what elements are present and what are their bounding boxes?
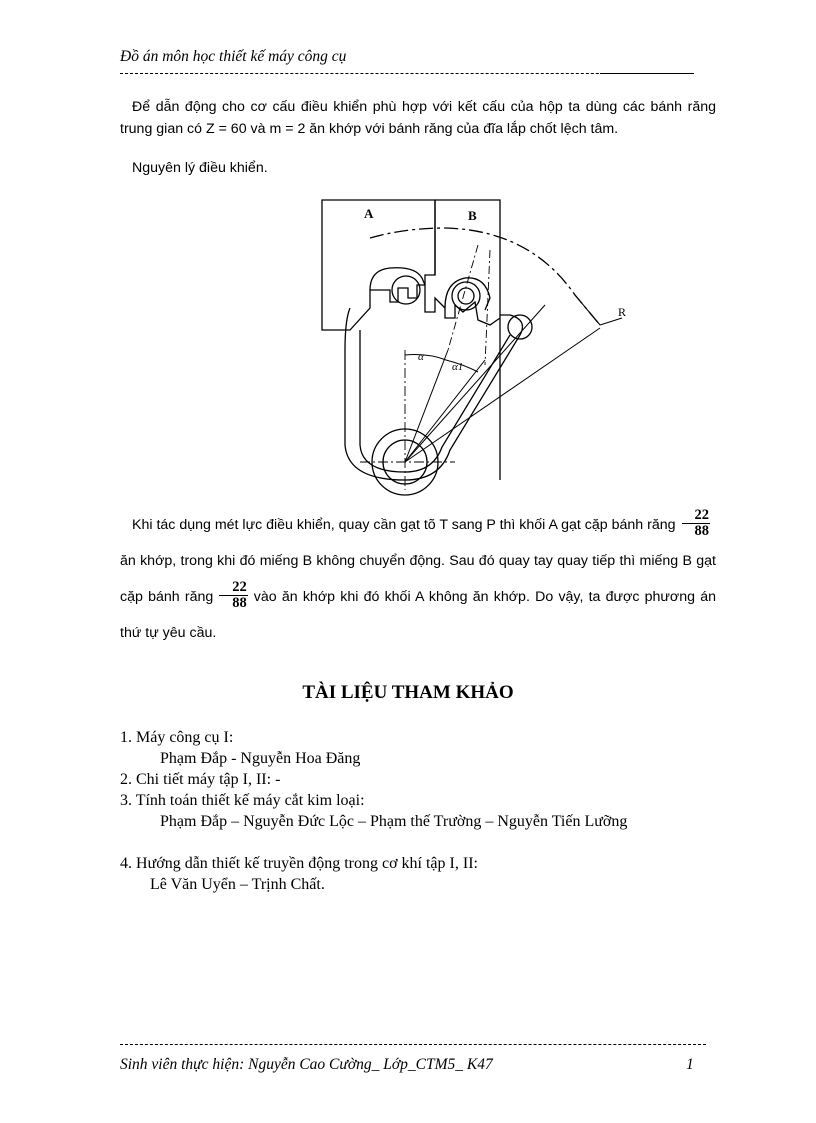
reference-3-author: Phạm Đắp – Nguyễn Đức Lộc – Phạm thế Trường – Nguyễn Tiến Lưỡng: [160, 813, 628, 830]
reference-2-title: 2. Chi tiết máy tập I, II: -: [120, 771, 281, 788]
paragraph-3-part3: vào ăn khớp khi đó khối A không ăn khớp. Do vậy, ta được phương án thứ tự yêu cầu.: [120, 589, 717, 641]
references-title: TÀI LIỆU THAM KHẢO: [302, 682, 514, 703]
reference-4-author: Lê Văn Uyển – Trịnh Chất.: [150, 876, 325, 893]
paragraph-3: [120, 507, 716, 651]
paragraph-3-part1: Khi tác dụng mét lực điều khiển, quay cần gạt tõ T sang P thì khối A gạt cặp bánh răng: [132, 517, 676, 533]
paragraph-2: Nguyên lý điều khiển.: [132, 160, 268, 176]
label-alpha1: α1: [452, 361, 464, 373]
label-alpha: α: [418, 351, 424, 363]
label-a: A: [364, 206, 374, 221]
paragraph-3-part2: ăn khớp, trong khi đó miếng B không chuyển động. Sau đó quay tay quay tiếp thì miếng B gạt cặp bánh răng: [120, 553, 716, 605]
reference-3-title: 3. Tính toán thiết kế máy cắt kim loại:: [120, 792, 365, 809]
page-number: 1: [686, 1056, 694, 1073]
label-r: R: [618, 305, 627, 319]
control-mechanism-diagram: [300, 190, 640, 500]
lever-frame: [345, 308, 522, 480]
header-title: Đồ án môn học thiết kế máy công cụ: [120, 48, 347, 65]
fraction-2: $\frac{22}{88}$: [219, 580, 248, 611]
reference-1-author: Phạm Đắp - Nguyễn Hoa Đăng: [160, 750, 361, 767]
footer-rule: [120, 1044, 706, 1045]
pin-circle-a: [392, 276, 420, 304]
paragraph-1: Để dẫn động cho cơ cấu điều khiển phù hợp với kết cấu của hộp ta dùng các bánh răng trung gian có Z = 60 và m = 2 ăn khớp với bánh răng của đĩa lắp chốt lệch tâm.: [120, 99, 716, 137]
fraction-1: $\frac{22}{88}$: [682, 508, 711, 539]
footer-text: Sinh viên thực hiện: Nguyễn Cao Cường_ Lớp_CTM5_ K47: [120, 1056, 493, 1073]
block-a: [322, 200, 435, 330]
header-rule-solid: [600, 73, 694, 74]
reference-4-title: 4. Hướng dẫn thiết kế truyền động trong cơ khí tập I, II:: [120, 855, 478, 872]
reference-1-title: 1. Máy công cụ I:: [120, 729, 234, 746]
block-b: [425, 200, 500, 480]
label-b: B: [468, 208, 477, 223]
